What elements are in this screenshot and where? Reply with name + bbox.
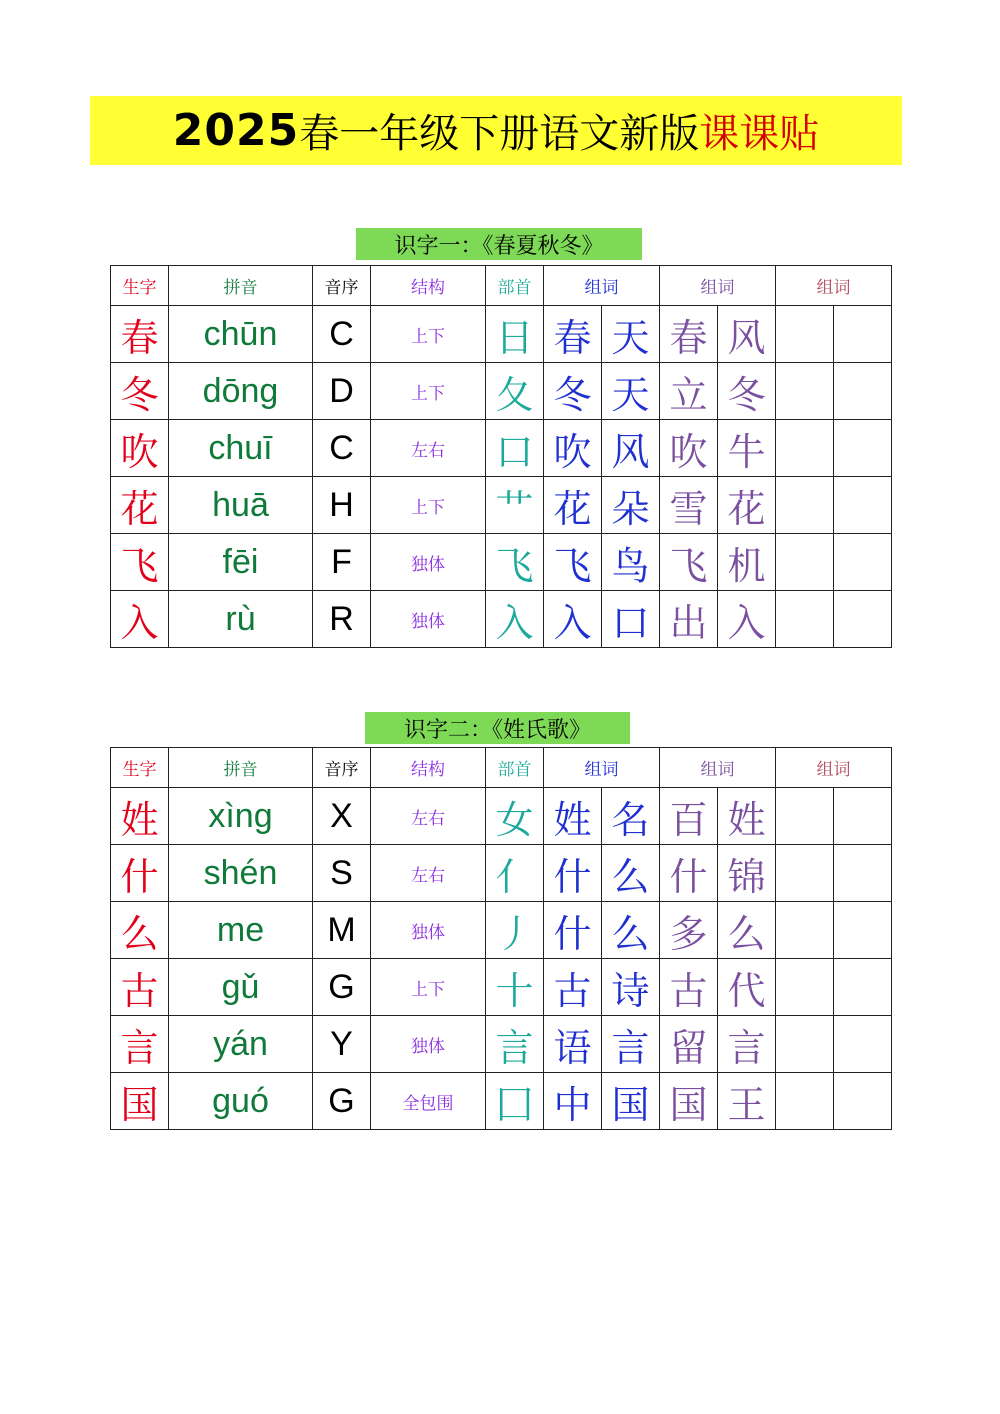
- cell-w3a: [776, 534, 834, 591]
- cell-structure: 全包围: [371, 1073, 486, 1130]
- cell-w1b: 天: [602, 363, 660, 420]
- cell-order: Y: [313, 1016, 371, 1073]
- cell-radical: 言: [486, 1016, 544, 1073]
- cell-order: S: [313, 845, 371, 902]
- table-row: [111, 959, 892, 1016]
- cell-radical: 夂: [486, 363, 544, 420]
- cell-structure: 独体: [371, 534, 486, 591]
- cell-w3a: [776, 363, 834, 420]
- table-row: [111, 477, 892, 534]
- cell-structure: 独体: [371, 902, 486, 959]
- header-word3: 组词: [776, 266, 892, 306]
- cell-w3b: [834, 1016, 892, 1073]
- cell-w2b: 花: [718, 477, 776, 534]
- cell-w1b: 国: [602, 1073, 660, 1130]
- cell-w3a: [776, 845, 834, 902]
- cell-w3a: [776, 306, 834, 363]
- header-order: 音序: [313, 266, 371, 306]
- cell-w2a: 春: [660, 306, 718, 363]
- cell-w3b: [834, 959, 892, 1016]
- cell-pinyin: gǔ: [169, 959, 313, 1016]
- cell-char: 国: [111, 1073, 169, 1130]
- cell-w2b: 冬: [718, 363, 776, 420]
- cell-w2b: 代: [718, 959, 776, 1016]
- cell-structure: 上下: [371, 477, 486, 534]
- cell-w3b: [834, 902, 892, 959]
- cell-order: H: [313, 477, 371, 534]
- cell-w1b: 么: [602, 902, 660, 959]
- header-char: 生字: [111, 266, 169, 306]
- cell-w2b: 王: [718, 1073, 776, 1130]
- table-row: [111, 420, 892, 477]
- cell-w1b: 口: [602, 591, 660, 648]
- cell-char: 吹: [111, 420, 169, 477]
- cell-w3a: [776, 477, 834, 534]
- cell-pinyin: guó: [169, 1073, 313, 1130]
- cell-w2a: 百: [660, 788, 718, 845]
- cell-w3a: [776, 591, 834, 648]
- header-pinyin: 拼音: [169, 266, 313, 306]
- cell-order: F: [313, 534, 371, 591]
- cell-structure: 独体: [371, 591, 486, 648]
- cell-char: 什: [111, 845, 169, 902]
- cell-w3b: [834, 788, 892, 845]
- cell-w1a: 什: [544, 902, 602, 959]
- cell-radical: 女: [486, 788, 544, 845]
- table-row: [111, 1073, 892, 1130]
- cell-pinyin: yán: [169, 1016, 313, 1073]
- page-title: [90, 96, 902, 165]
- cell-structure: 上下: [371, 306, 486, 363]
- cell-w3a: [776, 1073, 834, 1130]
- cell-w1b: 诗: [602, 959, 660, 1016]
- cell-w1b: 天: [602, 306, 660, 363]
- table-row: [111, 363, 892, 420]
- cell-w2b: 风: [718, 306, 776, 363]
- section-1-table: [110, 265, 892, 648]
- table-row: [111, 845, 892, 902]
- cell-w2a: 立: [660, 363, 718, 420]
- cell-order: X: [313, 788, 371, 845]
- cell-w1a: 姓: [544, 788, 602, 845]
- cell-order: D: [313, 363, 371, 420]
- cell-radical: 日: [486, 306, 544, 363]
- cell-radical: 口: [486, 420, 544, 477]
- cell-w2a: 国: [660, 1073, 718, 1130]
- cell-pinyin: huā: [169, 477, 313, 534]
- cell-w1b: 名: [602, 788, 660, 845]
- title-year: 2025: [172, 105, 300, 156]
- table-row: [111, 591, 892, 648]
- header-word3: 组词: [776, 748, 892, 788]
- header-word2: 组词: [660, 266, 776, 306]
- cell-pinyin: shén: [169, 845, 313, 902]
- section-2-table: [110, 747, 892, 1130]
- cell-w1b: 言: [602, 1016, 660, 1073]
- cell-order: M: [313, 902, 371, 959]
- cell-w2a: 出: [660, 591, 718, 648]
- cell-pinyin: chuī: [169, 420, 313, 477]
- cell-char: 花: [111, 477, 169, 534]
- cell-w2b: 么: [718, 902, 776, 959]
- cell-w1a: 冬: [544, 363, 602, 420]
- header-word1: 组词: [544, 266, 660, 306]
- cell-radical: 亻: [486, 845, 544, 902]
- cell-pinyin: chūn: [169, 306, 313, 363]
- cell-w2b: 言: [718, 1016, 776, 1073]
- header-radical: 部首: [486, 266, 544, 306]
- cell-w2b: 机: [718, 534, 776, 591]
- cell-w1a: 春: [544, 306, 602, 363]
- cell-pinyin: rù: [169, 591, 313, 648]
- cell-w3a: [776, 959, 834, 1016]
- cell-pinyin: fēi: [169, 534, 313, 591]
- title-main: 春一年级下册语文新版: [299, 111, 700, 157]
- cell-w1a: 语: [544, 1016, 602, 1073]
- cell-char: 么: [111, 902, 169, 959]
- cell-char: 飞: [111, 534, 169, 591]
- cell-w3a: [776, 1016, 834, 1073]
- cell-w3a: [776, 902, 834, 959]
- cell-structure: 左右: [371, 845, 486, 902]
- cell-radical: 丿: [486, 902, 544, 959]
- table-row: [111, 1016, 892, 1073]
- cell-w3b: [834, 845, 892, 902]
- cell-order: C: [313, 420, 371, 477]
- cell-structure: 上下: [371, 363, 486, 420]
- header-order: 音序: [313, 748, 371, 788]
- cell-w3b: [834, 477, 892, 534]
- cell-pinyin: xìng: [169, 788, 313, 845]
- cell-w2b: 牛: [718, 420, 776, 477]
- cell-w2a: 什: [660, 845, 718, 902]
- header-radical: 部首: [486, 748, 544, 788]
- cell-w3b: [834, 534, 892, 591]
- table-row: [111, 788, 892, 845]
- header-row: [111, 266, 892, 306]
- header-pinyin: 拼音: [169, 748, 313, 788]
- cell-w2b: 姓: [718, 788, 776, 845]
- cell-pinyin: dōng: [169, 363, 313, 420]
- cell-char: 冬: [111, 363, 169, 420]
- header-char: 生字: [111, 748, 169, 788]
- cell-order: G: [313, 959, 371, 1016]
- header-word2: 组词: [660, 748, 776, 788]
- cell-radical: 飞: [486, 534, 544, 591]
- cell-structure: 左右: [371, 788, 486, 845]
- cell-w3b: [834, 363, 892, 420]
- header-structure: 结构: [371, 266, 486, 306]
- cell-w1a: 古: [544, 959, 602, 1016]
- cell-w2a: 多: [660, 902, 718, 959]
- cell-char: 入: [111, 591, 169, 648]
- cell-char: 言: [111, 1016, 169, 1073]
- table-row: [111, 306, 892, 363]
- cell-w3b: [834, 306, 892, 363]
- cell-w1a: 花: [544, 477, 602, 534]
- cell-char: 古: [111, 959, 169, 1016]
- cell-w1a: 中: [544, 1073, 602, 1130]
- section-2-label: 识字二：《姓氏歌》: [365, 712, 630, 744]
- cell-radical: 艹: [486, 477, 544, 534]
- cell-w3a: [776, 788, 834, 845]
- cell-radical: 十: [486, 959, 544, 1016]
- cell-radical: 囗: [486, 1073, 544, 1130]
- cell-w1a: 吹: [544, 420, 602, 477]
- cell-w1a: 什: [544, 845, 602, 902]
- cell-pinyin: me: [169, 902, 313, 959]
- cell-w2b: 锦: [718, 845, 776, 902]
- section-1-label: 识字一：《春夏秋冬》: [356, 228, 642, 260]
- cell-w1a: 入: [544, 591, 602, 648]
- cell-w1b: 风: [602, 420, 660, 477]
- cell-w2a: 留: [660, 1016, 718, 1073]
- title-accent: 课课贴: [699, 111, 820, 157]
- header-word1: 组词: [544, 748, 660, 788]
- cell-structure: 独体: [371, 1016, 486, 1073]
- cell-w3b: [834, 420, 892, 477]
- cell-w3b: [834, 1073, 892, 1130]
- cell-w2a: 飞: [660, 534, 718, 591]
- cell-w1b: 鸟: [602, 534, 660, 591]
- cell-w2a: 雪: [660, 477, 718, 534]
- cell-w2b: 入: [718, 591, 776, 648]
- cell-char: 春: [111, 306, 169, 363]
- cell-structure: 左右: [371, 420, 486, 477]
- cell-w1a: 飞: [544, 534, 602, 591]
- cell-w2a: 吹: [660, 420, 718, 477]
- cell-order: C: [313, 306, 371, 363]
- cell-w3b: [834, 591, 892, 648]
- cell-char: 姓: [111, 788, 169, 845]
- header-row: [111, 748, 892, 788]
- cell-order: G: [313, 1073, 371, 1130]
- table-row: [111, 534, 892, 591]
- cell-w1b: 朵: [602, 477, 660, 534]
- cell-w2a: 古: [660, 959, 718, 1016]
- header-structure: 结构: [371, 748, 486, 788]
- cell-radical: 入: [486, 591, 544, 648]
- cell-w1b: 么: [602, 845, 660, 902]
- cell-order: R: [313, 591, 371, 648]
- cell-structure: 上下: [371, 959, 486, 1016]
- table-row: [111, 902, 892, 959]
- cell-w3a: [776, 420, 834, 477]
